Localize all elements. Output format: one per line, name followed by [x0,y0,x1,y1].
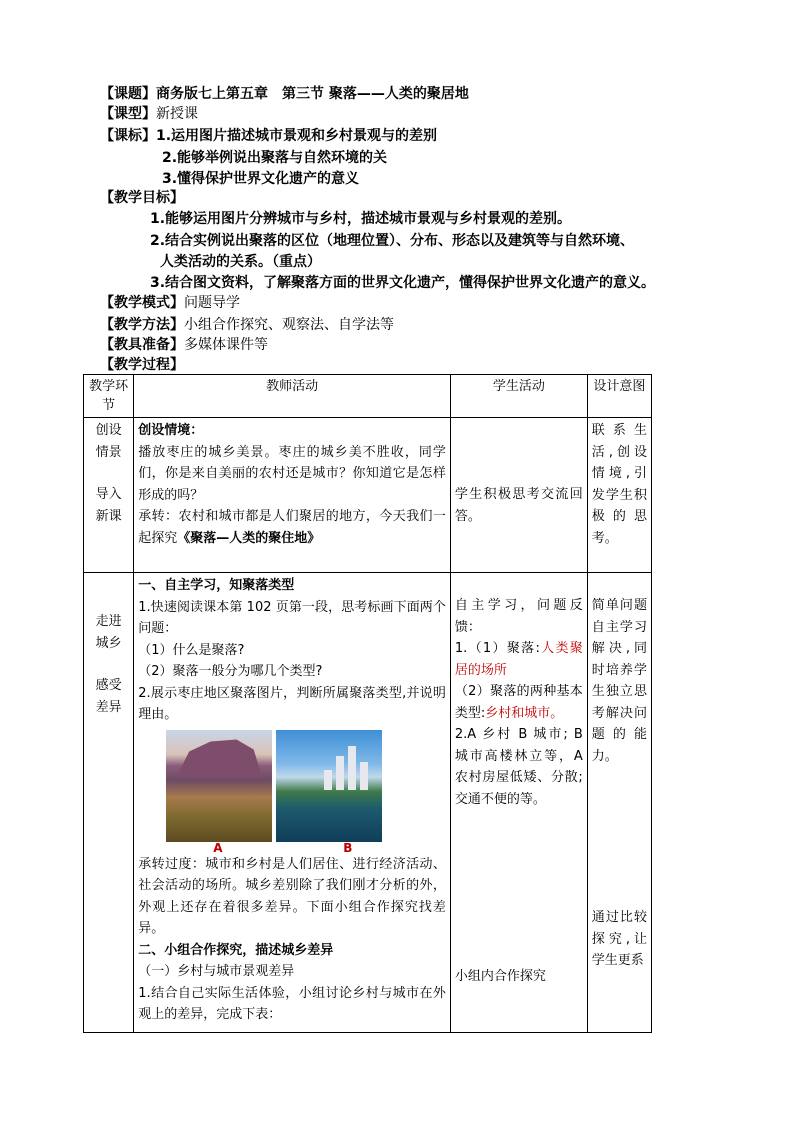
question-1: （1）什么是聚落? [138,642,245,658]
goal-item: 3.结合图文资料，了解聚落方面的世界文化遗产，懂得保护世界文化遗产的意义。 [150,275,656,291]
goal-item: 2.结合实例说出聚落的区位（地理位置）、分布、形态以及建筑等与自然环境、 [150,233,635,249]
stage-text: 走进 [95,614,122,629]
teacher-text: 2.展示枣庄地区聚落图片，判断所属聚落类型,并说明理由。 [138,685,446,722]
intent-text: 联系生活,创设情境,引发学生积极的思考。 [591,423,647,546]
type-label: 【课型】 [100,106,156,122]
stage-text: 城乡 [95,636,122,651]
stage-text: 感受 [95,678,122,693]
village-photo [166,730,272,842]
method-label: 【教学方法】 [100,317,184,333]
city-photo [276,730,382,842]
topic-text: 商务版七上第五章 第三节 聚落——人类的聚居地 [156,86,469,102]
header-stage: 教学环节 [84,375,134,418]
question-2: （2）聚落一般分为哪几个类型? [138,664,323,679]
teacher-cell [134,418,451,573]
goals-line [100,188,184,208]
stage-text: 情景 [95,445,122,460]
standard-line [100,126,437,146]
mode-label: 【教学模式】 [100,295,184,311]
intent-cell [587,573,651,1033]
settlement-photos [138,730,446,855]
standard-label: 【课标】 [100,128,156,144]
teacher-body: 播放枣庄的城乡美景。枣庄的城乡美不胜收，同学们，你是来自美丽的农村还是城市？你知道它是怎样形成的吗？ [138,444,446,503]
stage-text: 创设 [95,423,122,438]
answer-highlight: 人类聚居的场所 [454,641,583,678]
table-row-explore [84,573,652,1033]
method-line [100,315,394,335]
answer-prefix: 1.（1）聚落: [454,641,540,656]
header-student: 学生活动 [450,375,587,418]
prep-label: 【教具准备】 [100,337,184,353]
stage-cell [84,573,134,1033]
process-label: 【教学过程】 [100,357,184,373]
topic-label: 【课题】 [100,86,156,102]
section-title: 二、小组合作探究，描述城乡差异 [138,942,334,958]
student-text: 学生积极思考交流回答。 [454,487,583,524]
subsection-title: （一）乡村与城市景观差异 [138,964,295,979]
teacher-cell [134,573,451,1033]
stage-text: 新课 [95,509,122,524]
student-intro: 自主学习，问题反馈： [454,598,583,635]
intent-text: 通过比较探究,让学生更系 [591,910,647,968]
student-cell [450,573,587,1033]
goal-item: 1.能够运用图片分辨城市与乡村，描述城市景观与乡村景观的差别。 [150,211,572,227]
teaching-process-table [83,374,652,1033]
intent-text: 简单问题自主学习解决,同时培养学生独立思考解决问题的能力。 [591,598,647,764]
table-row-intro [84,418,652,573]
goal-item: 人类活动的关系。（重点） [160,254,321,270]
prep-line [100,335,268,355]
type-line [100,104,198,124]
student-cell [450,418,587,573]
section-title: 一、自主学习，知聚落类型 [138,578,295,593]
table-header-row [84,375,652,418]
method-text: 小组合作探究、观察法、自学法等 [184,317,394,333]
student-answer [455,681,583,724]
answer-prefix: （2）聚落的两种基本类型: [454,684,583,721]
transition-text: 承转：农村和城市都是人们聚居的地方，今天我们一起探究 [138,509,446,546]
mode-line [100,293,240,313]
standard-item: 1.运用图片描述城市景观和乡村景观与的差别 [156,128,438,144]
photo-a-label: A [213,840,223,855]
intent-cell [587,418,651,573]
student-answer [455,638,583,681]
standard-item: 3.懂得保护世界文化遗产的意义 [162,171,360,187]
photo-b-label: B [343,840,353,855]
header-teacher: 教师活动 [134,375,451,418]
mode-text: 问题导学 [184,295,240,311]
standard-item: 2.能够举例说出聚落与自然环境的关 [162,150,388,166]
stage-text: 导入 [95,487,122,502]
stage-cell [84,418,134,573]
lesson-title: 《聚落—人类的聚住地》 [177,530,321,546]
teacher-transition [138,506,446,549]
topic-line [100,84,469,104]
transition-text: 承转过度：城市和乡村是人们居住、进行经济活动、社会活动的场所。城乡差别除了我们刚才分析的外，外观上还存在着很多差异。下面小组合作探究找差异。 [138,856,446,936]
goals-label: 【教学目标】 [100,190,184,206]
teacher-title: 创设情境： [138,423,204,438]
stage-text: 差异 [95,700,122,715]
teacher-text: 1.结合自己实际生活体验，小组讨论乡村与城市在外观上的差异，完成下表： [138,985,446,1022]
student-group-text: 小组内合作探究 [454,969,546,984]
process-line [100,355,184,375]
header-intent: 设计意图 [587,375,651,418]
type-text: 新授课 [156,106,198,122]
answer-highlight: 乡村和城市。 [485,705,564,721]
student-answer: 2.A 乡村 B 城市; B 城市高楼林立等，A 农村房屋低矮、分散;交通不便的等。 [454,727,583,807]
teacher-text: 1.快速阅读课本第 102 页第一段，思考标画下面两个问题： [138,599,446,636]
prep-text: 多媒体课件等 [184,337,268,353]
